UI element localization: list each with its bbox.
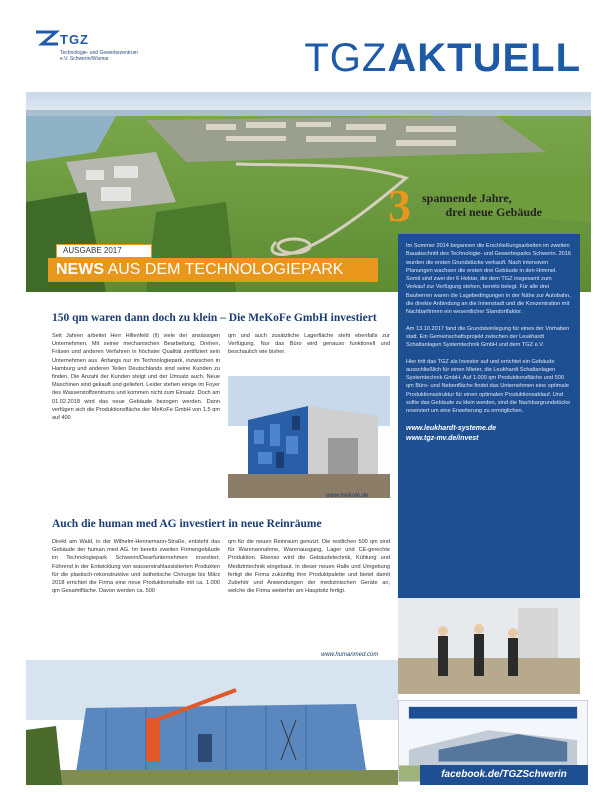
callout-line2: drei neue Gebäude — [445, 205, 542, 219]
news-banner — [48, 258, 378, 282]
logo-name: TGZ — [60, 32, 89, 47]
three-years-callout — [388, 180, 591, 235]
tgz-sidebar — [398, 234, 580, 694]
sidebar-paragraph3: Hier tritt das TGZ als Investor auf und errichtet ein Gebäude ausschließlich für einen Mieter, die Leukhardt Schaltanlagen Systemtechnik GmbH. Auf 1.000 qm Produktionsfläche und 500 qm Büro- und Nebenfläche findet das Unternehmen eine optimale Produktionsstruktur für einen optimalen Produktionsablauf. Und sollte das Gebäude zu klein werden, sind die Nachbargrundstücke reserviert um eine Erweiterung zu ermöglichen. — [406, 358, 571, 415]
masthead-title — [304, 36, 581, 81]
newsletter-page — [26, 20, 591, 785]
callout-line1: spannende Jahre, — [422, 191, 512, 205]
sidebar-paragraph1: Im Sommer 2014 begannen die Erschließungsarbeiten im zweiten Bauabschnitt des Technologie- und Gewerbeparks Schwerin. 2016 wurden die ersten Grundstücke verkauft. Nach intensiven Planungen wachsen die ersten drei Gebäude in den Himmel. Somit sind zwei der 6 Hektar, die dem TGZ insgesamt zum Verkauf zur Verfügung stehen, bereits belegt. Für alle drei Bauherren waren die Lagebedingungen in der Nähe zur Autobahn, die direkte Anbindung an die Innenstadt und die Konzentration mit Nachbarfirmen ein wesentlicher Standortfaktor. — [406, 243, 572, 316]
news-banner-bold: NEWS — [56, 261, 104, 278]
mekofe-building-photo — [228, 376, 390, 498]
article2-column2: qm für die neuen Reinraum genutzt. Die restlichen 500 qm sind für Warenannahme, Warenausgang, Lager und CE-gerechte Produktion. Ebenso wird die Gebäudetechnik, Kühlung und Medizintechnik eingebaut. In dieser neuen Halle und Umgebung fertigt die Firma zukünftig ihre Produktpalette und bietet damit Zubehör und Anwendungen der medizinischen Geräte an, welche die Firma weiterhin am Hauptsitz fertigt. — [228, 539, 390, 595]
mekofe-url[interactable]: www.mekofe.de — [326, 493, 369, 499]
tgz-logo — [34, 30, 138, 80]
tgz-invest-url[interactable]: www.tgz-mv.de/invest — [406, 434, 479, 442]
article2-column1: Direkt am Wald, in der Wilhelm-Hennemann-Straße, entsteht das Gebäude der human med AG. Im bereits zweiten Firmengebäude im Technologiepark Schwerin/Dwarfunternehmen investiert. Führend in der Entwicklung von wasserstrahlassistierten Produkten für die plastisch-rekonstruktive und ästhetische Chirurgie bis März 2018 errichtet die Firma eine neue Produktionshalle mit ca. 1.000 qm Gesamtfläche. Davon werden ca. 500 — [52, 539, 220, 595]
logo-subtitle: Technologie- und Gewerbezentrum e.V. Schwerin/Wismar — [60, 50, 138, 62]
article1-column2: qm und auch zusätzliche Lagerfläche steht ebenfalls zur Verfügung. Nur das Büro wird genauso funktionell und beschaulich wie bisher. — [228, 333, 390, 356]
article2-headline: Auch die human med AG investiert in neue Reinräume — [52, 518, 322, 530]
humanmed-url[interactable]: www.humanmed.com — [321, 652, 379, 658]
leukhardt-url[interactable]: www.leukhardt-systeme.de — [406, 424, 496, 432]
facebook-link[interactable]: facebook.de/TGZSchwerin — [420, 765, 588, 785]
callout-number: 3 — [388, 180, 411, 231]
humanmed-construction-photo — [26, 660, 398, 785]
news-banner-rest: AUS DEM TECHNOLOGIEPARK — [104, 261, 344, 278]
masthead — [26, 20, 591, 92]
groundbreaking-photo — [398, 598, 580, 694]
tgz-logo-mark-icon — [34, 30, 60, 48]
masthead-title-part1: TGZ — [304, 36, 388, 80]
article1-column1: Seit Jahren arbeitet Herr Hillenfeld (li) viele der ansässigen Unternehmen. Mit seiner mechanischen Bearbeitung, Drehen, Fräsen und anderen Verfahren in höchster Qualität zertifiziert sein Unternehmen aus. Anfangs nur im Technologiepark, inzwischen in Hamburg und anderen Teilen Deutschlands sind seine Kunden zu finden. Die Anzahl der Kunden steigt und der Umsatz auch. Neue Maschinen sind gekauft und geliefert. Leider stehen einige im Foyer des Wasserstoffzentrums und kommen nicht zum Einsatz. Doch am 01.02.2018 wird das neue Gebäude bezogen werden. Dann verfügen sich die Produktionsfläche der MeKoFe GmbH von 1,5 qm auf 400 — [52, 333, 220, 422]
article1-headline: 150 qm waren dann doch zu klein – Die MeKoFe GmbH investiert — [52, 312, 377, 324]
issue-label: AUSGABE 2017 — [56, 244, 152, 258]
masthead-title-part2: AKTUELL — [387, 36, 581, 80]
sidebar-paragraph2: Am 13.10.2017 fand die Grundsteinlegung für eines der Vorhaben statt. Ein Gemeinschaftsprojekt zwischen der Leukhardt Schaltanlagen Systemtechnik GmbH und dem TGZ e.V. — [406, 325, 570, 349]
